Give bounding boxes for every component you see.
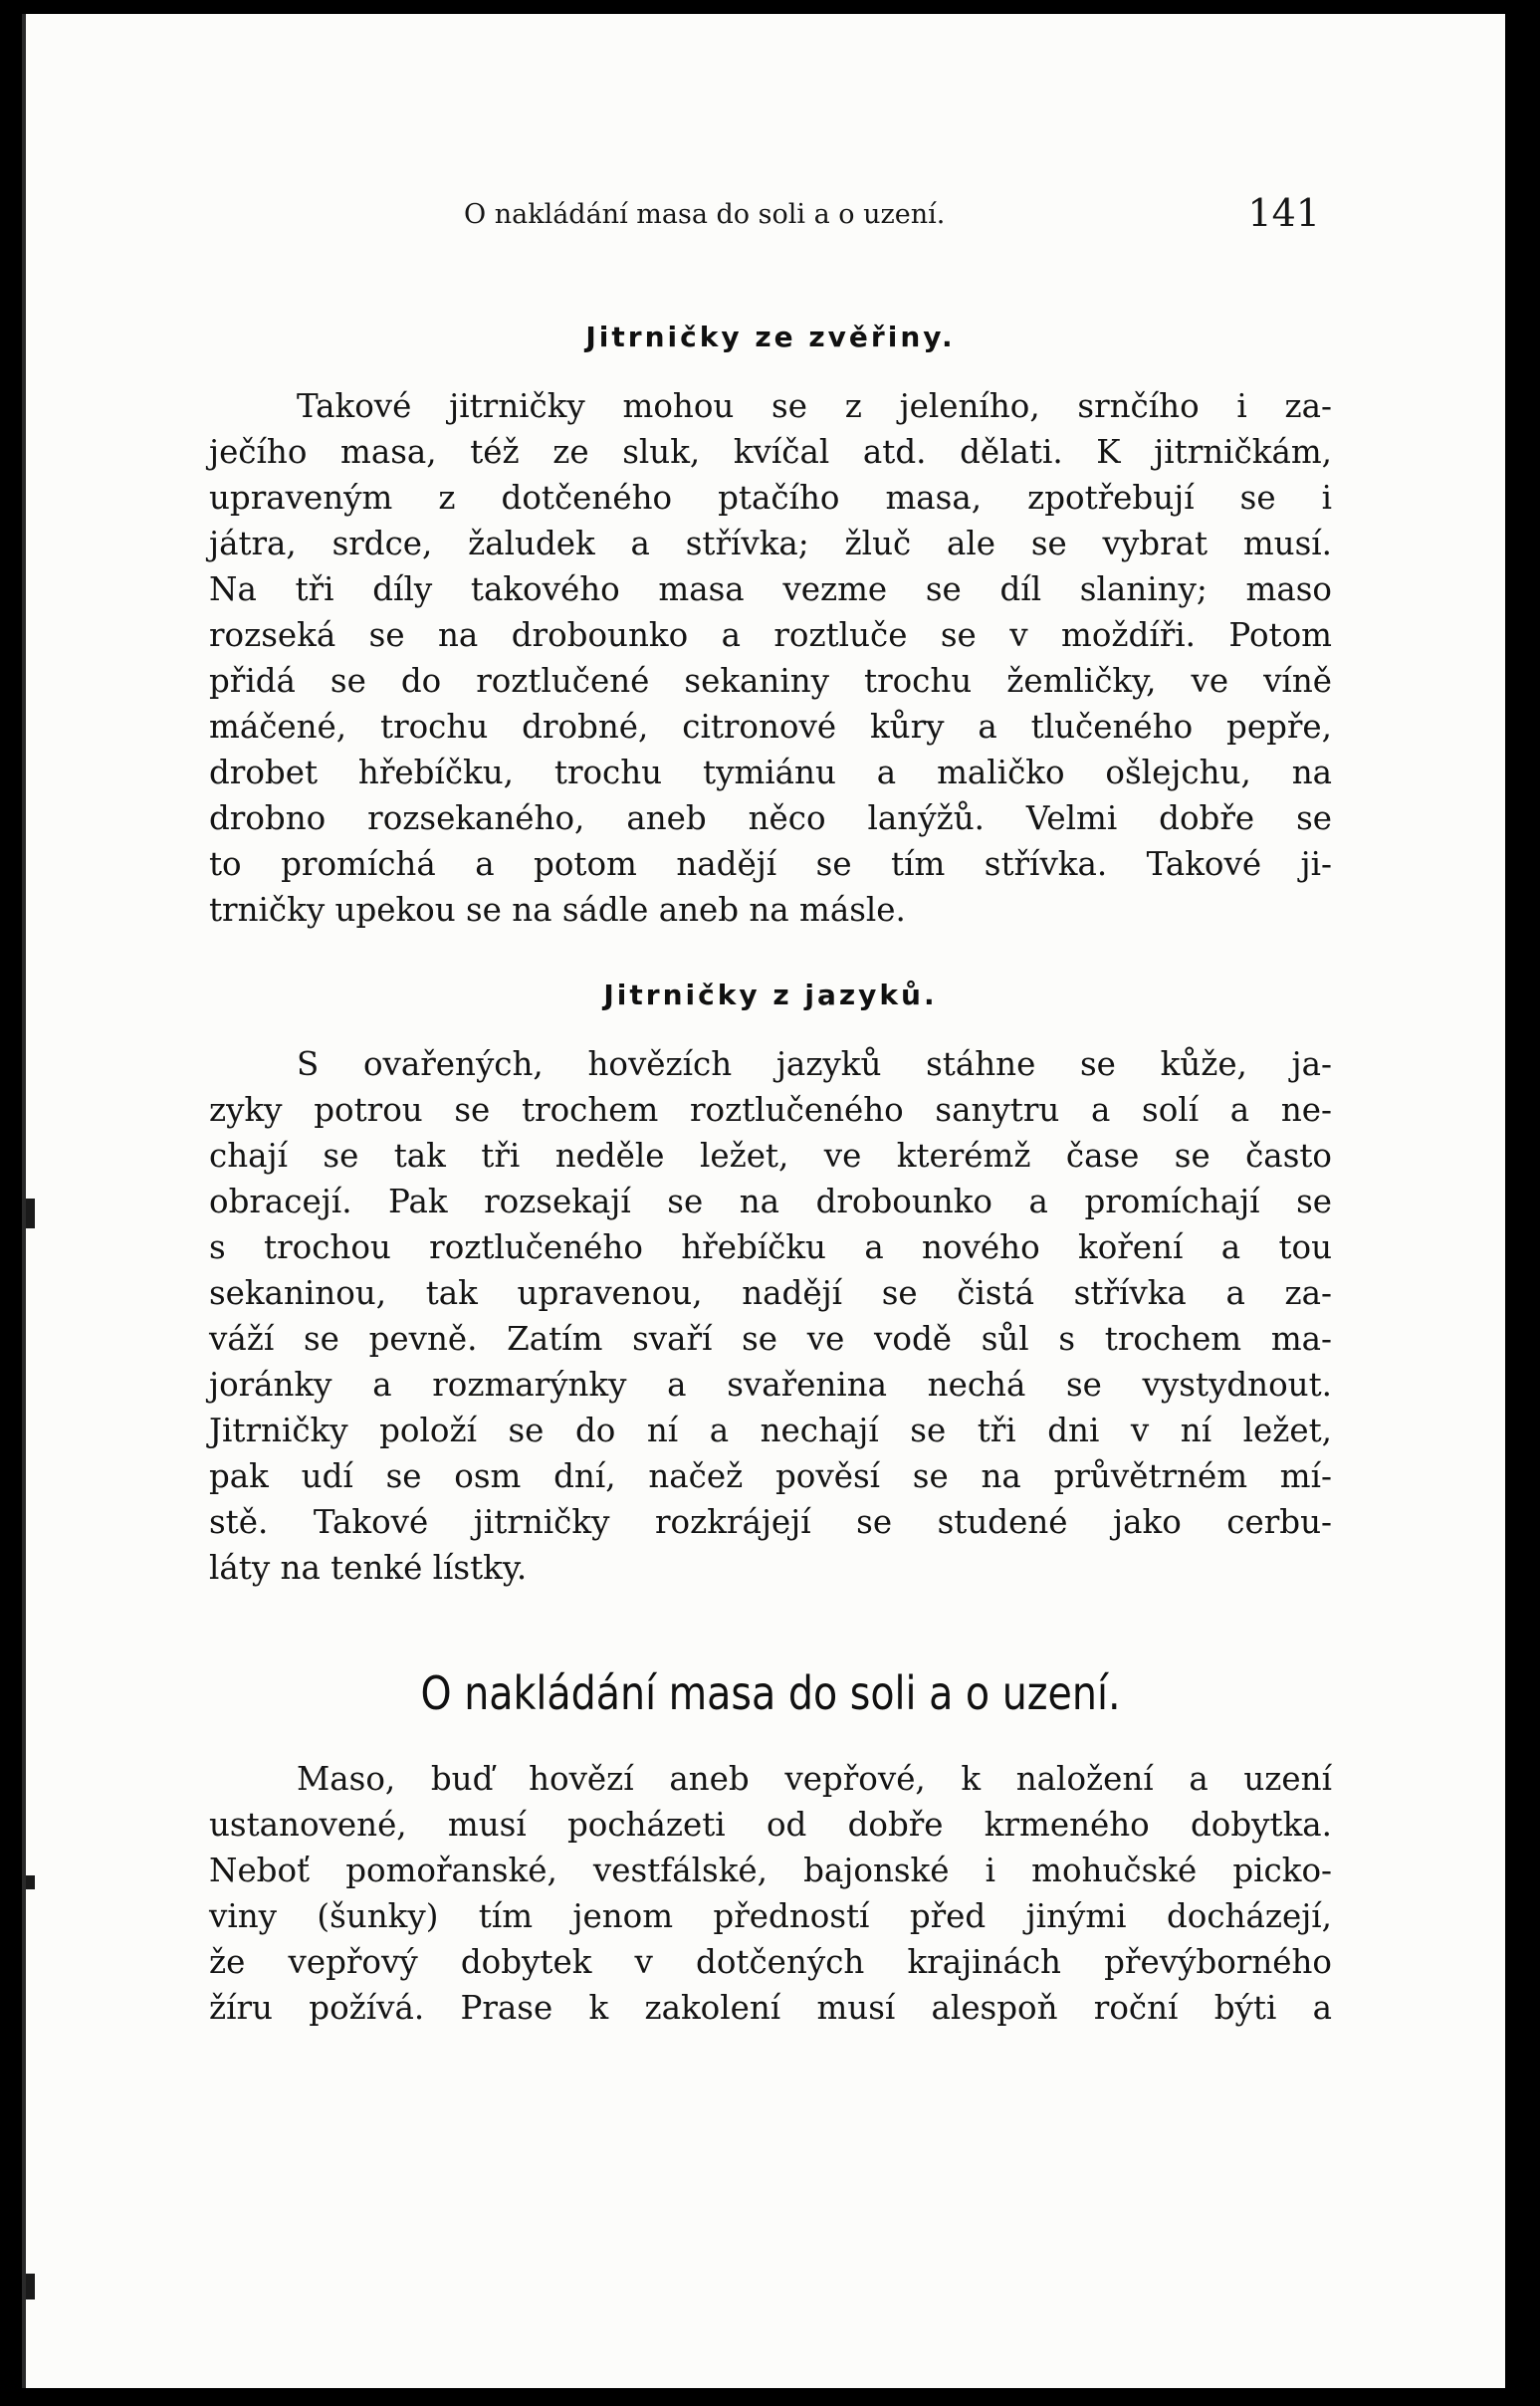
text-line: sekaninou, tak upravenou, nadějí se čistá střívka a za- (209, 1274, 1332, 1312)
page-header (464, 191, 1350, 251)
running-head: O nakládání masa do soli a o uzení. (464, 199, 946, 230)
text-line: zyky potrou se trochem roztlučeného sanytru a solí a ne- (209, 1091, 1332, 1129)
text-line: stě. Takové jitrničky rozkrájejí se studené jako cerbu- (209, 1503, 1332, 1541)
text-line: ječího masa, též ze sluk, kvíčal atd. dělati. K jitrničkám, (209, 433, 1332, 471)
text-line: drobno rozsekaného, aneb něco lanýžů. Velmi dobře se (209, 799, 1332, 837)
text-line: upraveným z dotčeného ptačího masa, zpotřebují se i (209, 479, 1332, 517)
text-line: obracejí. Pak rozsekají se na drobounko a promíchají se (209, 1183, 1332, 1220)
section-heading-game-sausages: Jitrničky ze zvěřiny. (585, 321, 956, 353)
text-line: máčené, trochu drobné, citronové kůry a tlučeného pepře, (209, 708, 1332, 746)
paragraph-tongue-sausages (209, 1041, 1332, 1591)
text-line: játra, srdce, žaludek a střívka; žluč ale se vybrat musí. (209, 525, 1332, 562)
text-line: s trochou roztlučeného hřebíčku a nového koření a tou (209, 1228, 1332, 1266)
text-line: láty na tenké lístky. (209, 1549, 528, 1587)
binding-mark (26, 1875, 35, 1889)
section-heading-tongue-sausages: Jitrničky z jazyků. (603, 979, 938, 1011)
text-line: to promíchá a potom nadějí se tím střívka. Takové ji- (209, 845, 1332, 883)
text-line: drobet hřebíčku, trochu tymiánu a maličko ošlejchu, na (209, 754, 1332, 791)
text-line: Na tři díly takového masa vezme se díl slaniny; maso (209, 570, 1332, 608)
text-line: joránky a rozmarýnky a svařenina nechá se vystydnout. (209, 1366, 1332, 1404)
text-line: Takové jitrničky mohou se z jeleního, srnčího i za- (297, 387, 1332, 425)
page-number: 141 (1247, 191, 1320, 235)
text-line: žíru požívá. Prase k zakolení musí alespoň roční býti a (209, 1989, 1332, 2027)
text-line: S ovařených, hovězích jazyků stáhne se kůže, ja- (297, 1045, 1332, 1083)
text-line: Neboť pomořanské, vestfálské, bajonské i mohučské picko- (209, 1852, 1332, 1889)
text-line: Maso, buď hovězí aneb vepřové, k naložení a uzení (297, 1760, 1332, 1798)
paragraph-chapter-intro (209, 1756, 1332, 2031)
paragraph-game-sausages (209, 383, 1332, 933)
text-line: ustanovené, musí pocházeti od dobře krmeného dobytka. (209, 1806, 1332, 1844)
text-line: přidá se do roztlučené sekaniny trochu žemličky, ve víně (209, 662, 1332, 700)
page-content (209, 321, 1332, 2031)
text-line: viny (šunky) tím jenom předností před jinými docházejí, (209, 1897, 1332, 1935)
chapter-heading: O nakládání masa do soli a o uzení. (420, 1666, 1121, 1720)
text-line: rozseká se na drobounko a roztluče se v moždíři. Potom (209, 616, 1332, 654)
text-line: chají se tak tři neděle ležet, ve kterémž čase se často (209, 1137, 1332, 1175)
text-line: váží se pevně. Zatím svaří se ve vodě sůl s trochem ma- (209, 1320, 1332, 1358)
text-line: Jitrničky položí se do ní a nechají se tři dni v ní ležet, (209, 1412, 1332, 1449)
book-page (22, 14, 1505, 2388)
binding-mark (26, 2274, 35, 2299)
binding-mark (26, 1199, 35, 1228)
text-line: trničky upekou se na sádle aneb na másle. (209, 891, 906, 929)
text-line: pak udí se osm dní, načež pověsí se na průvětrném mí- (209, 1457, 1332, 1495)
text-line: že vepřový dobytek v dotčených krajinách převýborného (209, 1943, 1332, 1981)
